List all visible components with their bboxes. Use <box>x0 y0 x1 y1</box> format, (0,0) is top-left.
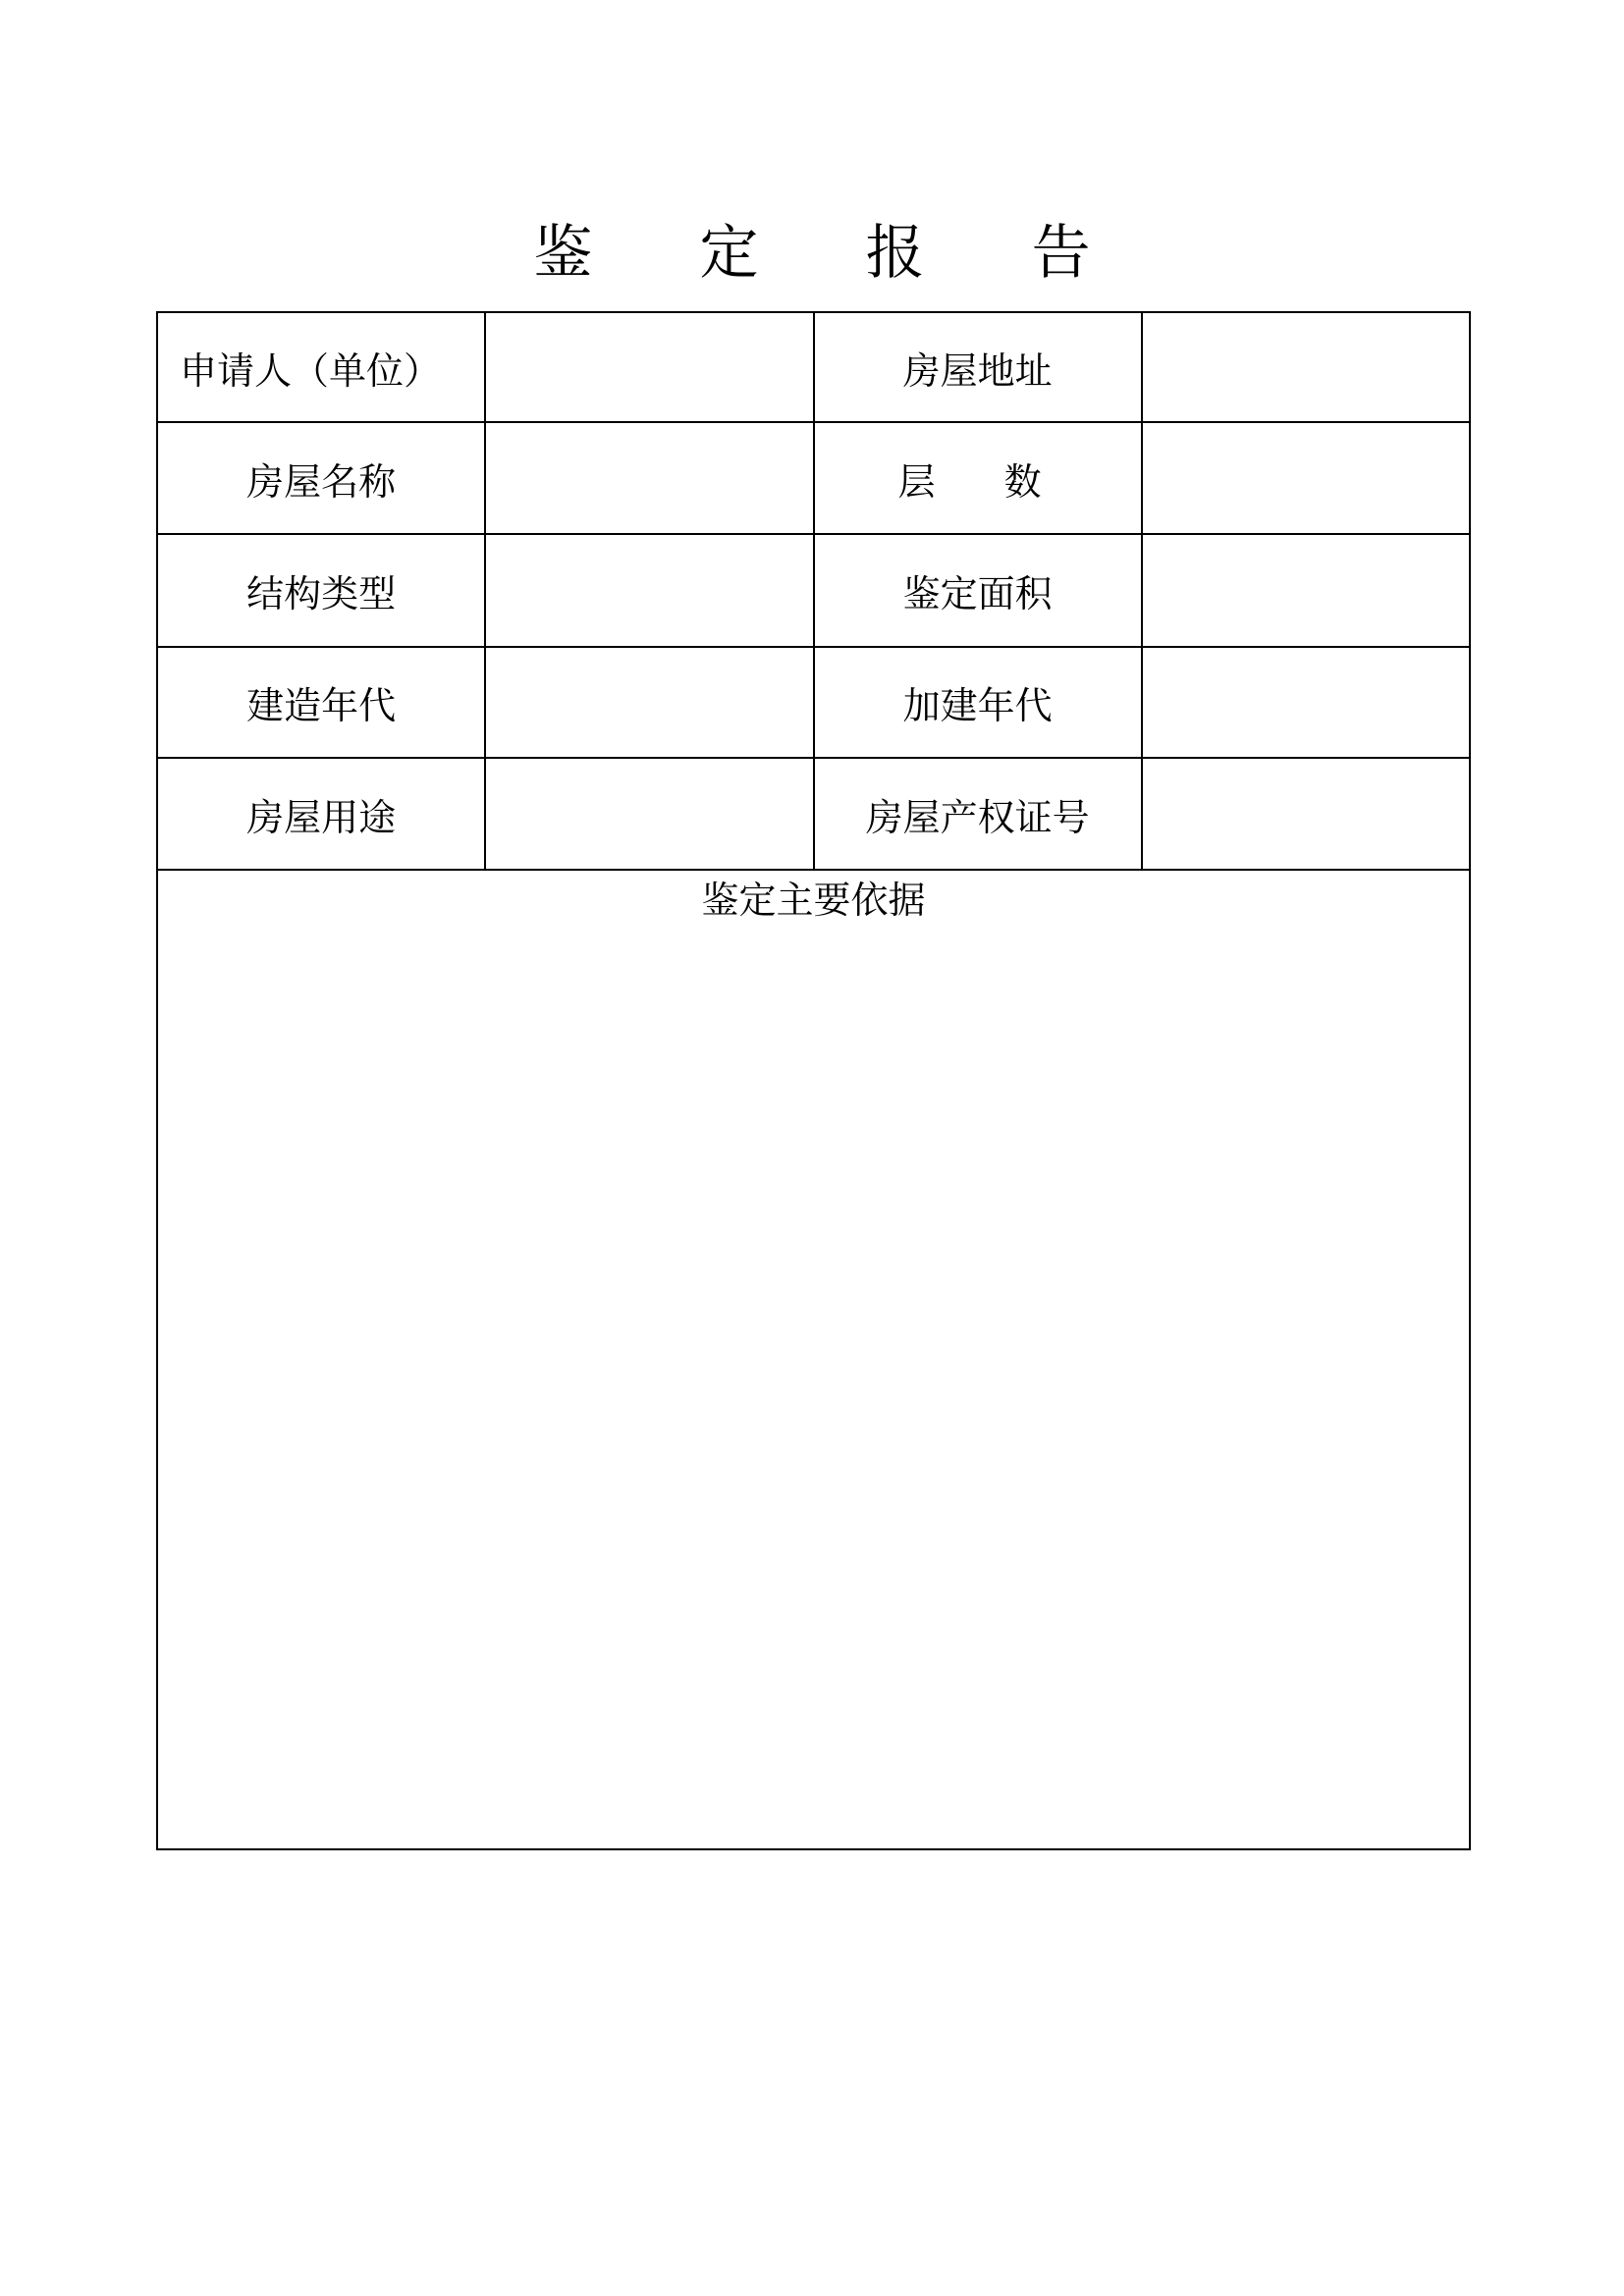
page-title: 鉴 定 报 告 <box>533 219 1135 288</box>
property-cert-field[interactable] <box>1142 758 1470 870</box>
form-row-structure <box>157 534 1470 647</box>
floor-count-label-text: 层 数 <box>897 459 1057 504</box>
form-row-basis <box>157 870 1470 1849</box>
appraisal-basis-cell <box>157 870 1470 1849</box>
appraisal-form-table <box>156 311 1471 1850</box>
applicant-field[interactable] <box>485 312 813 422</box>
structure-type-field[interactable] <box>485 534 813 647</box>
house-usage-label: 房屋用途 <box>157 758 485 870</box>
house-address-label: 房屋地址 <box>814 312 1142 422</box>
build-year-label: 建造年代 <box>157 647 485 758</box>
house-usage-field[interactable] <box>485 758 813 870</box>
property-cert-label: 房屋产权证号 <box>814 758 1142 870</box>
structure-type-label: 结构类型 <box>157 534 485 647</box>
build-year-field[interactable] <box>485 647 813 758</box>
applicant-label: 申请人（单位） <box>157 312 485 422</box>
extension-year-label: 加建年代 <box>814 647 1142 758</box>
form-row-house-name <box>157 422 1470 534</box>
form-row-build-year <box>157 647 1470 758</box>
house-address-field[interactable] <box>1142 312 1470 422</box>
floor-count-label <box>814 422 1142 534</box>
form-row-applicant <box>157 312 1470 422</box>
appraisal-basis-label: 鉴定主要依据 <box>701 879 926 922</box>
appraisal-area-field[interactable] <box>1142 534 1470 647</box>
extension-year-field[interactable] <box>1142 647 1470 758</box>
appraisal-basis-field[interactable] <box>158 928 1469 1841</box>
appraisal-area-label: 鉴定面积 <box>814 534 1142 647</box>
form-row-usage <box>157 758 1470 870</box>
house-name-label: 房屋名称 <box>157 422 485 534</box>
floor-count-field[interactable] <box>1142 422 1470 534</box>
house-name-field[interactable] <box>485 422 813 534</box>
